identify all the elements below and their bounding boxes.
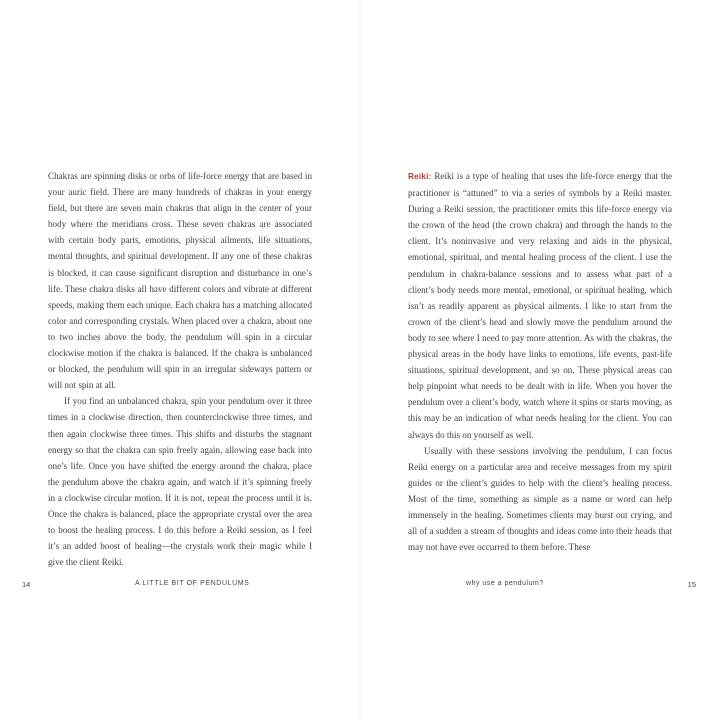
paragraph: Usually with these sessions involving the pendulum, I can focus Reiki energy on a particular area and receive messages from my spirit guides or the client’s guides to help with the client’s healing process. Most of the time, something as simple as a name or word can help immensely in the healing. Sometimes clients may burst out crying, and all of a sudden a stream of thoughts and ideas come into their heads that may not have ever occurred to them before. These <box>408 445 672 553</box>
paragraph <box>408 168 672 443</box>
right-page <box>360 0 720 720</box>
paragraph: Chakras are spinning disks or orbs of life-force energy that are based in your auric field. There are many hundreds of chakras in your energy field, but there are seven main chakras that align in the center of your body where the meridians cross. These seven chakras are associated with certain body parts, emotions, physical ailments, life situations, mental thoughts, and spiritual development. If any one of these chakras is blocked, it can cause significant disruption and disturbance in one’s life. These chakra disks all have different colors and vibrate at different speeds, making them each unique. Each chakra has a matching allocated color and corresponding crystals. When placed over a chakra, about one to two inches above the body, the pendulum will spin in a circular clockwise motion if the chakra is balanced. If the chakra is unbalanced or blocked, the pendulum will spin in an irregular sideways pattern or will not spin at all. <box>48 171 312 391</box>
left-text-column <box>48 168 312 570</box>
paragraph-text: Reiki is a type of healing that uses the life-force energy that the practitioner is “attuned” to via a series of symbols by a Reiki master. During a Reiki session, the practitioner emits this life-force energy via the crown of the head (the crown chakra) and through the hands to the client. It’s noninvasive and very relaxing and aids in the physical, emotional, spiritual, and mental healing process of the client. I use the pendulum in chakra-balance sessions and to assess what part of a client’s body needs more mental, emotional, or spiritual healing, which isn’t as readily apparent as physical ailments. I like to start from the crown of the client’s head and slowly move the pendulum around the body to see where I need to pay more attention. As with the chakras, the physical areas in the body have links to emotions, life events, past-life situations, spiritual development, and so on. These physical areas can help pinpoint what needs to be dealt with in life. When you hover the pendulum over a client’s body, watch where it spins or starts moving, as this may be an indication of what needs healing for the client. You can always do this on yourself as well. <box>408 171 672 440</box>
page-number: 15 <box>687 580 696 589</box>
paragraph: If you find an unbalanced chakra, spin your pendulum over it three times in a clockwise direction, then counterclockwise three times, and then again clockwise three times. This shifts and disturbs the stagnant energy so that the chakra can spin freely again, allowing ease back into one’s life. Once you have shifted the energy around the chakra, place the pendulum above the chakra again, and watch if it’s spinning freely in a clockwise circular motion. If it is not, repeat the process until it is. Once the chakra is balanced, place the appropriate crystal over the area to boost the healing process. I do this before a Reiki session, as I feel it’s an added boost of healing—the crystals work their magic while I give the client Reiki. <box>48 396 312 568</box>
running-head: A LITTLE BIT OF PENDULUMS <box>135 580 250 587</box>
right-text-column <box>408 168 672 555</box>
page-number: 14 <box>22 580 31 589</box>
running-head: why use a pendulum? <box>466 580 544 587</box>
lead-term: Reiki: <box>408 172 432 181</box>
